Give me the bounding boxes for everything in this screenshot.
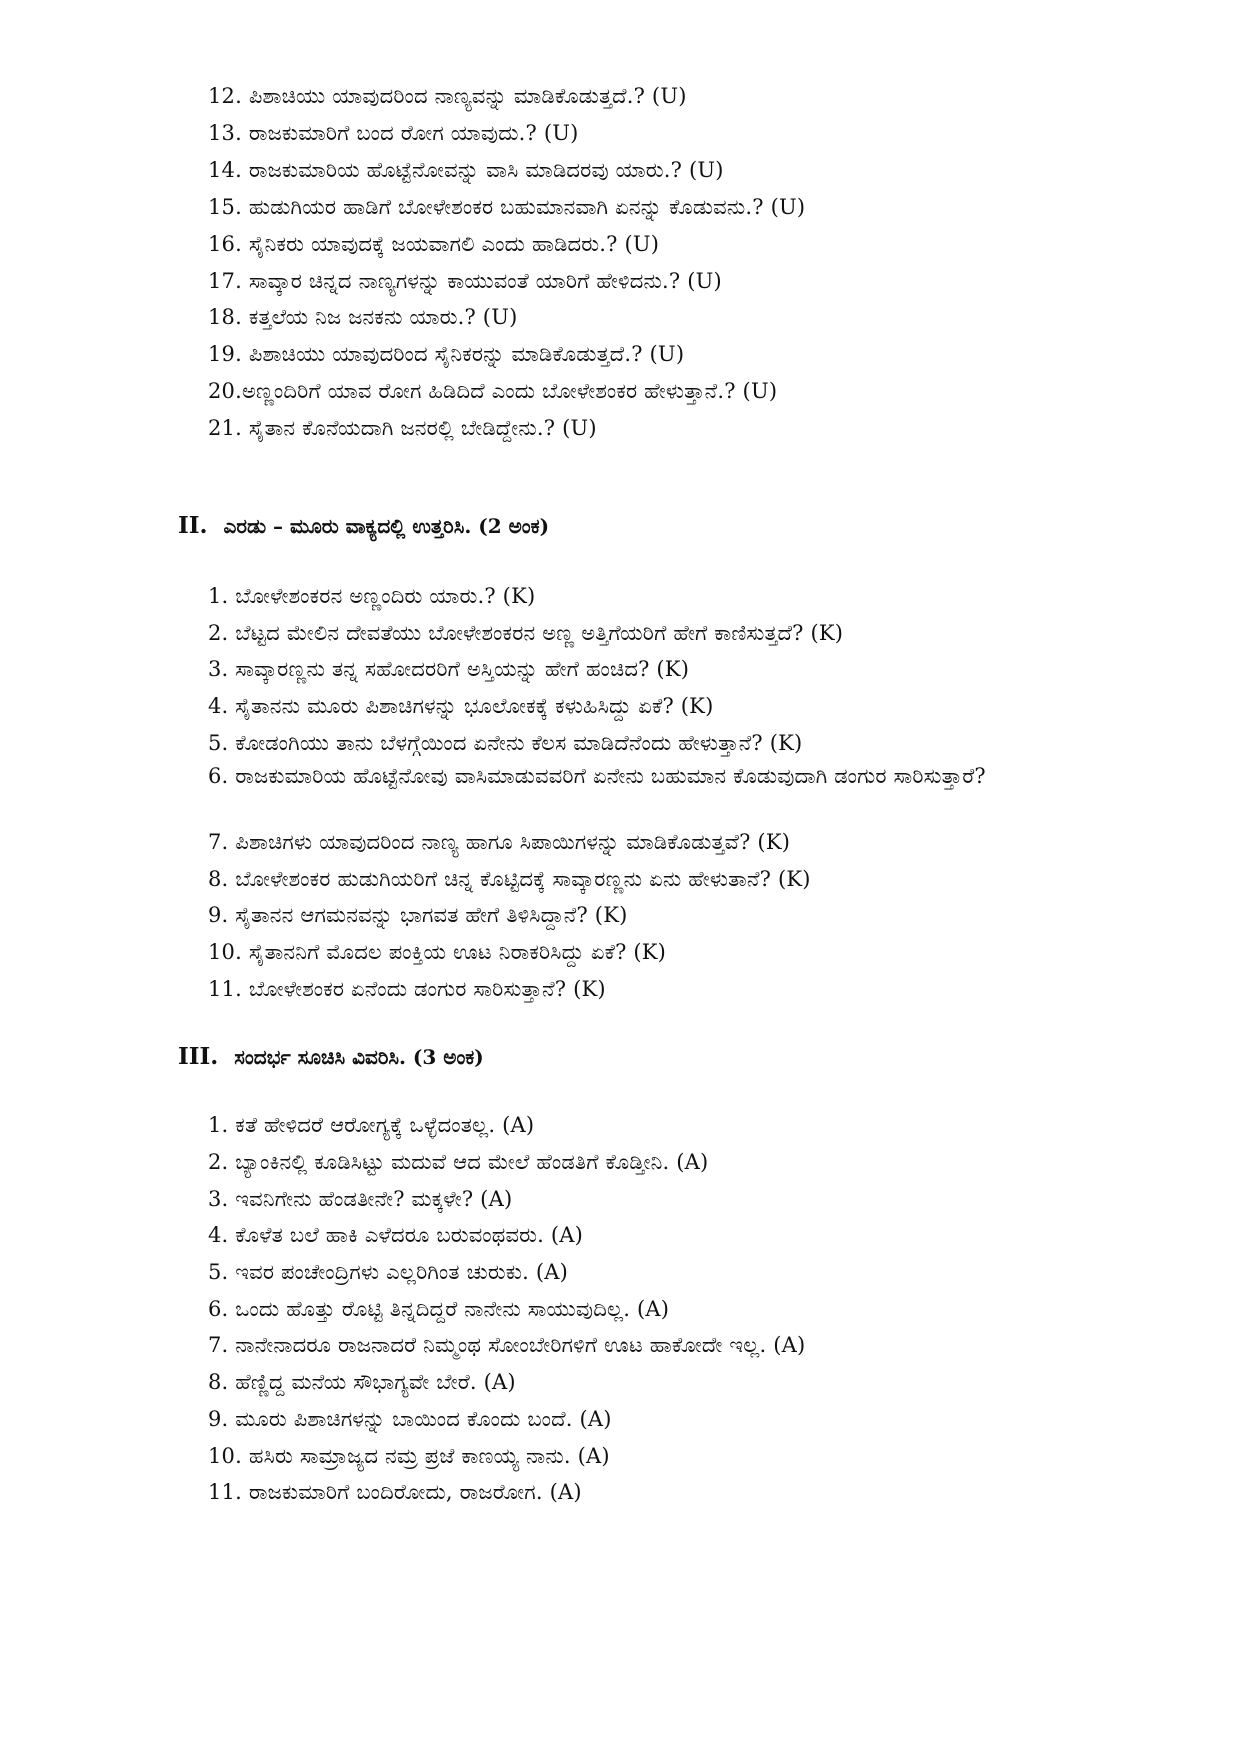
question-ii-5: 5. ಕೋಡಂಗಿಯು ತಾನು ಬೆಳಗ್ಗೆಯಿಂದ ಏನೇನು ಕೆಲಸ ಮಾಡಿದೆನೆಂದು ಹೇಳುತ್ತಾನೆ? (K) [208, 731, 803, 755]
question-ii-7: 7. ಪಿಶಾಚಿಗಳು ಯಾವುದರಿಂದ ನಾಣ್ಯ ಹಾಗೂ ಸಿಪಾಯಿಗಳನ್ನು ಮಾಡಿಕೊಡುತ್ತವೆ? (K) [208, 830, 791, 854]
question-14: 14. ರಾಜಕುಮಾರಿಯ ಹೊಟ್ಟೆನೋವನ್ನು ವಾಸಿ ಮಾಡಿದರವು ಯಾರು.? (U) [208, 158, 724, 182]
question-12: 12. ಪಿಶಾಚಿಯು ಯಾವುದರಿಂದ ನಾಣ್ಯವನ್ನು ಮಾಡಿಕೊಡುತ್ತದೆ.? (U) [208, 84, 687, 108]
question-18: 18. ಕತ್ತಲೆಯ ನಿಜ ಜನಕನು ಯಾರು.? (U) [208, 305, 518, 329]
question-iii-10: 10. ಹಸಿರು ಸಾಮ್ರಾಜ್ಯದ ನಮ್ರ ಪ್ರಜೆ ಕಾಣಯ್ಯ ನಾನು. (A) [208, 1444, 610, 1468]
question-iii-4: 4. ಕೊಳೆತ ಬಲೆ ಹಾಕಿ ಎಳೆದರೂ ಬರುವಂಥವರು. (A) [208, 1223, 584, 1247]
question-iii-7: 7. ನಾನೇನಾದರೂ ರಾಜನಾದರೆ ನಿಮ್ಮಂಥ ಸೋಂಬೇರಿಗಳಿಗೆ ಊಟ ಹಾಕೋದೇ ಇಲ್ಲ. (A) [208, 1333, 806, 1357]
question-21: 21. ಸೈತಾನ ಕೊನೆಯದಾಗಿ ಜನರಲ್ಲಿ ಬೇಡಿದ್ದೇನು.? (U) [208, 416, 597, 440]
section-ii-heading [178, 511, 549, 541]
question-iii-9: 9. ಮೂರು ಪಿಶಾಚಿಗಳನ್ನು ಬಾಯಿಂದ ಕೊಂದು ಬಂದೆ. (A) [208, 1407, 612, 1431]
question-iii-1: 1. ಕತೆ ಹೇಳಿದರೆ ಆರೋಗ್ಯಕ್ಕೆ ಒಳ್ಳೆದಂತಲ್ಲ. (A) [208, 1113, 535, 1137]
section-iii-title: ಸಂದರ್ಭ ಸೂಚಿಸಿ ವಿವರಿಸಿ. (3 ಅಂಕ) [234, 1045, 484, 1069]
question-ii-8: 8. ಬೋಳೇಶಂಕರ ಹುಡುಗಿಯರಿಗೆ ಚಿನ್ನ ಕೊಟ್ಟಿದಕ್ಕೆ ಸಾವ್ಕಾರಣ್ಣನು ಏನು ಹೇಳುತಾನೆ? (K) [208, 867, 811, 891]
question-ii-2: 2. ಬೆಟ್ಟದ ಮೇಲಿನ ದೇವತೆಯು ಬೋಳೇಶಂಕರನ ಅಣ್ಣ ಅತ್ತಿಗೆಯರಿಗೆ ಹೇಗೆ ಕಾಣಿಸುತ್ತದೆ? (K) [208, 621, 844, 645]
question-ii-11: 11. ಬೋಳೇಶಂಕರ ಏನೆಂದು ಡಂಗುರ ಸಾರಿಸುತ್ತಾನೆ? (K) [208, 977, 606, 1001]
question-ii-10: 10. ಸೈತಾನನಿಗೆ ಮೊದಲ ಪಂಕ್ತಿಯ ಊಟ ನಿರಾಕರಿಸಿದ್ದು ಏಕೆ? (K) [208, 940, 667, 964]
question-17: 17. ಸಾವ್ಕಾರ ಚಿನ್ನದ ನಾಣ್ಯಗಳನ್ನು ಕಾಯುವಂತೆ ಯಾರಿಗೆ ಹೇಳಿದನು.? (U) [208, 269, 722, 293]
section-ii-title: ಎರಡು – ಮೂರು ವಾಕ್ಯದಲ್ಲಿ ಉತ್ತರಿಸಿ. (2 ಅಂಕ) [223, 514, 550, 538]
question-ii-3: 3. ಸಾವ್ಕಾರಣ್ಣನು ತನ್ನ ಸಹೋದರರಿಗೆ ಅಸ್ತಿಯನ್ನು ಹೇಗೆ ಹಂಚಿದ? (K) [208, 657, 690, 681]
question-ii-4: 4. ಸೈತಾನನು ಮೂರು ಪಿಶಾಚಿಗಳನ್ನು ಭೂಲೋಕಕ್ಕೆ ಕಳುಹಿಸಿದ್ದು ಏಕೆ? (K) [208, 694, 714, 718]
question-iii-5: 5. ಇವರ ಪಂಚೇಂದ್ರಿಗಳು ಎಲ್ಲರಿಗಿಂತ ಚುರುಕು. (A) [208, 1260, 569, 1284]
question-ii-1: 1. ಬೋಳೇಶಂಕರನ ಅಣ್ಣಂದಿರು ಯಾರು.? (K) [208, 584, 536, 608]
question-15: 15. ಹುಡುಗಿಯರ ಹಾಡಿಗೆ ಬೋಳೇಶಂಕರ ಬಹುಮಾನವಾಗಿ ಏನನ್ನು ಕೊಡುವನು.? (U) [208, 195, 806, 219]
question-ii-6: 6. ರಾಜಕುಮಾರಿಯ ಹೊಟ್ಟೆನೋವು ವಾಸಿಮಾಡುವವರಿಗೆ ಏನೇನು ಬಹುಮಾನ ಕೊಡುವುದಾಗಿ ಡಂಗುರ ಸಾರಿಸುತ್ತಾರೆ? [208, 764, 986, 788]
question-16: 16. ಸೈನಿಕರು ಯಾವುದಕ್ಕೆ ಜಯವಾಗಲಿ ಎಂದು ಹಾಡಿದರು.? (U) [208, 232, 660, 256]
section-iii-heading [178, 1042, 484, 1072]
question-iii-11: 11. ರಾಜಕುಮಾರಿಗೆ ಬಂದಿರೋದು, ರಾಜರೋಗ. (A) [208, 1480, 582, 1504]
question-iii-8: 8. ಹೆಣ್ಣಿದ್ದ ಮನೆಯ ಸೌಭಾಗ್ಯವೇ ಬೇರೆ. (A) [208, 1370, 516, 1394]
question-iii-3: 3. ಇವನಿಗೇನು ಹೆಂಡತೀನೇ? ಮಕ್ಕಳೇ? (A) [208, 1187, 513, 1211]
question-iii-6: 6. ಒಂದು ಹೊತ್ತು ರೊಟ್ಟಿ ತಿನ್ನದಿದ್ದರೆ ನಾನೇನು ಸಾಯುವುದಿಲ್ಲ. (A) [208, 1297, 670, 1321]
question-19: 19. ಪಿಶಾಚಿಯು ಯಾವುದರಿಂದ ಸೈನಿಕರನ್ನು ಮಾಡಿಕೊಡುತ್ತದೆ.? (U) [208, 342, 685, 366]
question-20: 20.ಅಣ್ಣಂದಿರಿಗೆ ಯಾವ ರೋಗ ಹಿಡಿದಿದೆ ಎಂದು ಬೋಳೇಶಂಕರ ಹೇಳುತ್ತಾನೆ.? (U) [208, 379, 778, 403]
section-ii-number: II. [178, 512, 208, 539]
question-ii-9: 9. ಸೈತಾನನ ಆಗಮನವನ್ನು ಭಾಗವತ ಹೇಗೆ ತಿಳಿಸಿದ್ದಾನೆ? (K) [208, 903, 628, 927]
question-iii-2: 2. ಬ್ಯಾಂಕಿನಲ್ಲಿ ಕೂಡಿಸಿಟ್ಟು ಮದುವೆ ಆದ ಮೇಲೆ ಹೆಂಡತಿಗೆ ಕೊಡ್ತೀನಿ. (A) [208, 1150, 709, 1174]
section-iii-number: III. [178, 1043, 219, 1070]
question-13: 13. ರಾಜಕುಮಾರಿಗೆ ಬಂದ ರೋಗ ಯಾವುದು.? (U) [208, 121, 579, 145]
